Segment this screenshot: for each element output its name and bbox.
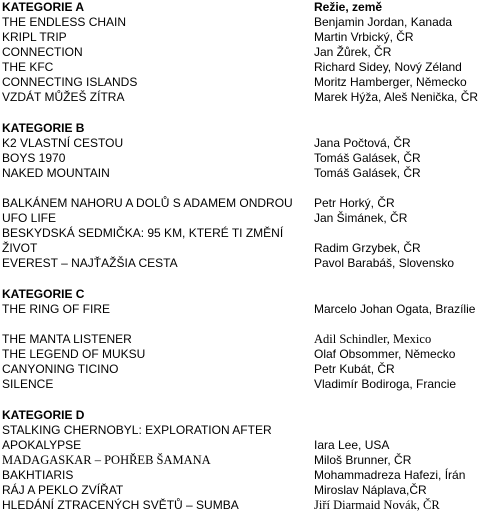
film-row <box>2 60 500 75</box>
film-title: BOYS 1970 <box>2 151 66 165</box>
film-row <box>2 423 500 453</box>
category-header <box>2 287 500 302</box>
film-director: Iara Lee, USA <box>314 438 390 452</box>
film-row <box>2 302 500 317</box>
film-row <box>2 347 500 362</box>
film-row <box>2 256 500 271</box>
film-title: THE KFC <box>2 60 54 74</box>
film-title: SILENCE <box>2 377 54 391</box>
film-title: CONNECTION <box>2 45 83 59</box>
category-title: KATEGORIE C <box>2 287 85 301</box>
film-row <box>2 468 500 483</box>
film-director: Pavol Barabáš, Slovensko <box>314 256 455 270</box>
film-director: Martin Vrbický, ČR <box>314 30 414 44</box>
column-header-director: Režie, země <box>314 0 383 14</box>
film-director: Richard Sidey, Nový Zéland <box>314 60 462 74</box>
section-spacer <box>2 271 500 287</box>
film-row <box>2 332 500 347</box>
film-director: Miloš Brunner, ČR <box>314 453 412 467</box>
film-title: THE MANTA LISTENER <box>2 332 132 346</box>
column-header-director <box>314 121 500 136</box>
film-title: THE LEGEND OF MUKSU <box>2 347 146 361</box>
film-row <box>2 211 500 226</box>
film-row <box>2 90 500 105</box>
film-director: Jan Žůrek, ČR <box>314 45 392 59</box>
film-director: Marcelo Johan Ogata, Brazílie <box>314 302 476 316</box>
film-title: CANYONING TICINO <box>2 362 119 376</box>
film-director: Jan Šimánek, ČR <box>314 211 408 225</box>
film-row <box>2 30 500 45</box>
film-title: MADAGASKAR – POHŘEB ŠAMANA <box>2 453 211 467</box>
film-title: BALKÁNEM NAHORU A DOLŮ S ADAMEM ONDROU <box>2 196 293 210</box>
film-director: Mohammadreza Hafezi, Írán <box>314 468 466 482</box>
film-director: Jiří Diarmaid Novák, ČR <box>314 498 440 512</box>
column-header-director <box>314 408 500 423</box>
film-row <box>2 45 500 60</box>
film-director: Miroslav Náplava,ČR <box>314 483 427 497</box>
film-title: STALKING CHERNOBYL: EXPLORATION AFTER APOKALYPSE <box>2 423 272 452</box>
film-row <box>2 483 500 498</box>
section-spacer <box>2 105 500 121</box>
film-director: Radim Grzybek, ČR <box>314 241 421 255</box>
film-row <box>2 362 500 377</box>
group-spacer <box>2 181 500 196</box>
film-row <box>2 226 500 256</box>
section-spacer <box>2 392 500 408</box>
group-spacer <box>2 317 500 332</box>
film-director: Tomáš Galásek, ČR <box>314 151 421 165</box>
film-director: Jana Počtová, ČR <box>314 136 411 150</box>
film-director: Tomáš Galásek, ČR <box>314 166 421 180</box>
film-title: RÁJ A PEKLO ZVÍŘAT <box>2 483 124 497</box>
film-row <box>2 377 500 392</box>
film-title: UFO LIFE <box>2 211 57 225</box>
film-director: Petr Kubát, ČR <box>314 362 395 376</box>
film-director: Olaf Obsommer, Německo <box>314 347 456 361</box>
film-row <box>2 453 500 468</box>
film-director: Adil Schindler, Mexico <box>314 332 432 346</box>
category-title: KATEGORIE B <box>2 121 85 135</box>
film-row <box>2 166 500 181</box>
film-title: K2 VLASTNÍ CESTOU <box>2 136 124 150</box>
film-director: Moritz Hamberger, Německo <box>314 75 467 89</box>
film-title: THE RING OF FIRE <box>2 302 110 316</box>
film-title: VZDÁT MŮŽEŠ ZÍTRA <box>2 90 125 104</box>
category-header <box>2 0 500 15</box>
film-title: BAKHTIARIS <box>2 468 74 482</box>
film-row <box>2 75 500 90</box>
film-director: Vladimír Bodiroga, Francie <box>314 377 457 391</box>
film-row <box>2 498 500 513</box>
category-title: KATEGORIE A <box>2 0 85 14</box>
film-row <box>2 196 500 211</box>
category-header <box>2 408 500 423</box>
film-title: BESKYDSKÁ SEDMIČKA: 95 KM, KTERÉ TI ZMĚNÍ ŽIVOT <box>2 226 284 255</box>
film-row <box>2 151 500 166</box>
film-title: THE ENDLESS CHAIN <box>2 15 127 29</box>
film-row <box>2 136 500 151</box>
film-director: Petr Horký, ČR <box>314 196 395 210</box>
film-title: CONNECTING ISLANDS <box>2 75 138 89</box>
film-title: NAKED MOUNTAIN <box>2 166 110 180</box>
film-director: Benjamin Jordan, Kanada <box>314 15 453 29</box>
film-title: KRIPL TRIP <box>2 30 67 44</box>
film-title: HLEDÁNÍ ZTRACENÝCH SVĚTŮ – SUMBA <box>2 498 239 512</box>
column-header-director <box>314 287 500 302</box>
film-row <box>2 15 500 30</box>
category-title: KATEGORIE D <box>2 408 85 422</box>
category-header <box>2 121 500 136</box>
film-title: EVEREST – NAJŤAŽŠIA CESTA <box>2 256 178 270</box>
film-director: Marek Hýža, Aleš Neničk​a, ČR <box>314 90 479 104</box>
